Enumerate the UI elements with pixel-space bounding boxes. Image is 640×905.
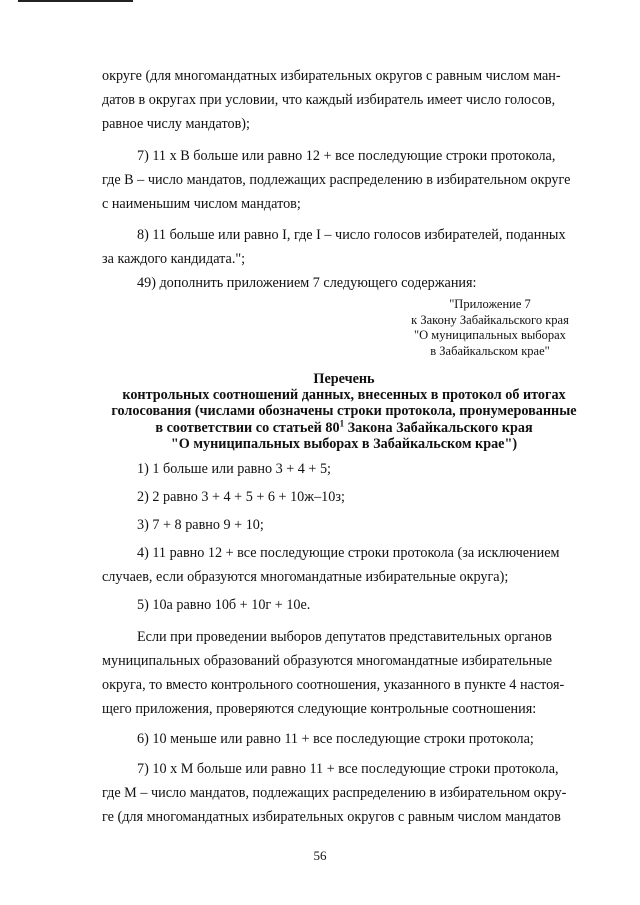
appendix-line: "Приложение 7 [449,297,531,311]
page-number: 56 [313,848,327,863]
text-line: Если при проведении выборов депутатов представительных органов [137,629,552,645]
text-line: 7) 11 х В больше или равно 12 + все последующие строки протокола, [137,148,556,164]
text-line: 8) 11 больше или равно I, где I – число голосов избирателей, поданных [137,227,566,243]
appendix-line: в Забайкальском крае" [430,343,550,358]
text-line: где В – число мандатов, подлежащих распределению в избирательном округе [102,172,571,188]
list-item: ге (для многомандатных избирательных округов с равным числом мандатов [102,809,561,825]
text-line: равное числу мандатов); [102,116,250,132]
appendix-line: к Закону Забайкальского края [411,312,569,327]
list-item: 1) 1 больше или равно 3 + 4 + 5; [137,461,331,477]
text-line: муниципальных образований образуются многомандатные избирательные [102,653,553,669]
list-item: 7) 10 х М больше или равно 11 + все последующие строки протокола, [137,761,559,777]
list-item: 5) 10а равно 10б + 10г + 10е. [137,597,311,613]
list-item: 2) 2 равно 3 + 4 + 5 + 6 + 10ж–10з; [137,489,345,505]
text-line: датов в округах при условии, что каждый избиратель имеет число голосов, [102,92,556,108]
list-item: где М – число мандатов, подлежащих распределению в избирательном окру- [102,785,567,801]
heading-line: контрольных соотношений данных, внесенных в протокол об итогах [122,387,566,404]
appendix-reference [380,297,600,359]
heading-line: голосования (числами обозначены строки протокола, пронумерованные [111,403,577,420]
heading-line: "О муниципальных выборах в Забайкальском крае") [170,435,518,452]
heading-line [90,417,598,436]
heading-line: Перечень [313,371,375,387]
text-line: округа, то вместо контрольного соотношения, указанного в пункте 4 настоя- [102,677,565,693]
text-line: щего приложения, проверяются следующие контрольные соотношения: [102,701,537,717]
text-line: 49) дополнить приложением 7 следующего содержания: [137,275,477,291]
section-heading [90,371,598,452]
heading-text: Закона Забайкальского края [344,419,533,436]
text-line: за каждого кандидата."; [102,251,246,267]
text-line: с наименьшим числом мандатов; [102,196,301,212]
list-item: случаев, если образуются многомандатные избирательные округа); [102,569,509,585]
superscript: 1 [339,417,345,428]
heading-text: в соответствии со статьей 80 [155,419,340,436]
text-line: округе (для многомандатных избирательных округов с равным числом ман- [102,68,561,84]
header-rule [18,0,133,2]
list-item: 6) 10 меньше или равно 11 + все последующие строки протокола; [137,731,534,747]
list-item: 4) 11 равно 12 + все последующие строки протокола (за исключением [137,545,560,561]
appendix-line: "О муниципальных выборах [414,328,566,342]
list-item: 3) 7 + 8 равно 9 + 10; [137,517,264,533]
